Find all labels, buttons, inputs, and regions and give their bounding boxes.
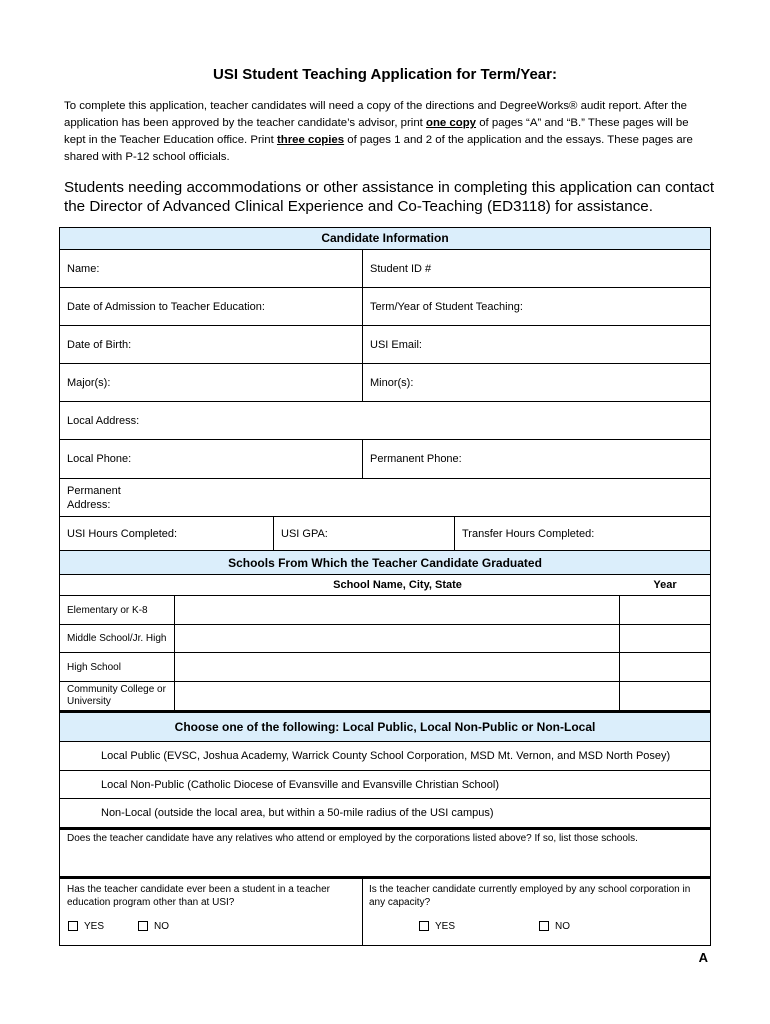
minors-field[interactable] — [362, 364, 710, 401]
transfer-hours-field[interactable] — [454, 517, 710, 550]
email-field[interactable] — [362, 326, 710, 363]
school-row-high — [60, 652, 710, 681]
middle-school-year-field[interactable] — [619, 625, 710, 652]
option-non-local[interactable] — [60, 798, 710, 827]
prior-program-question — [60, 879, 362, 945]
year-column-header — [620, 575, 710, 595]
dob-label: Date of Birth: — [67, 338, 132, 351]
schools-column-headers — [60, 574, 710, 595]
college-label — [67, 684, 166, 708]
admission-row — [60, 287, 710, 325]
elementary-school-field[interactable] — [174, 596, 620, 624]
school-level-label — [60, 682, 175, 710]
local-phone-field[interactable] — [60, 440, 363, 478]
candidate-info-header: Candidate Information — [60, 228, 710, 249]
permanent-phone-label: Permanent Phone: — [370, 453, 462, 465]
page-marker: A — [698, 950, 708, 965]
permanent-address-label-line1: Permanent — [67, 484, 121, 497]
permanent-phone-field[interactable] — [362, 440, 710, 478]
one-copy-emphasis: one copy — [426, 117, 477, 129]
usi-gpa-field[interactable] — [273, 517, 455, 550]
minors-label: Minor(s): — [370, 376, 414, 389]
phone-row — [60, 439, 710, 478]
accommodations-notice: Students needing accommodations or other assistance in completing this application can contact the Director of Advanced Clinical Experience and Co-Teaching (ED3118) for assistance. — [64, 179, 715, 215]
college-label-line2: University — [67, 696, 111, 707]
permanent-address-label — [67, 484, 121, 512]
non-local-label: Non-Local (outside the local area, but within a 50-mile radius of the USI campus) — [101, 807, 494, 819]
permanent-address-field[interactable] — [60, 479, 710, 516]
local-public-label: Local Public (EVSC, Joshua Academy, Warrick County School Corporation, MSD Mt. Vernon, and MSD North Posey) — [101, 750, 671, 762]
dob-field[interactable] — [60, 326, 363, 363]
option-local-public[interactable] — [60, 741, 710, 770]
college-year-field[interactable] — [619, 682, 710, 710]
relatives-field[interactable] — [60, 827, 710, 876]
local-address-row — [60, 401, 710, 439]
majors-field[interactable] — [60, 364, 363, 401]
usi-hours-field[interactable] — [60, 517, 274, 550]
hours-row — [60, 516, 710, 550]
middle-school-label: Middle School/Jr. High — [67, 633, 167, 644]
high-school-field[interactable] — [174, 653, 620, 681]
school-name-column-label: School Name, City, State — [333, 579, 462, 591]
prior-program-yes[interactable] — [68, 921, 104, 932]
name-field[interactable] — [60, 250, 363, 287]
local-address-label: Local Address: — [67, 414, 140, 427]
majors-label: Major(s): — [67, 376, 111, 389]
intro-text-3: of pages 1 and 2 of the application and the essays. These pages are shared with P-12 school officials. — [64, 134, 693, 163]
usi-hours-label: USI Hours Completed: — [67, 527, 178, 540]
employed-text: Is the teacher candidate currently employed by any school corporation in any capacity? — [369, 884, 691, 908]
student-id-field[interactable] — [362, 250, 710, 287]
relatives-question: Does the teacher candidate have any relatives who attend or employed by the corporations listed above? If so, list those schools. — [67, 833, 638, 844]
local-address-field[interactable] — [60, 402, 710, 439]
dob-row — [60, 325, 710, 363]
page-title: USI Student Teaching Application for Term/Year: — [213, 66, 557, 83]
school-row-college — [60, 681, 710, 710]
employed-yes[interactable] — [419, 921, 455, 932]
yes-label: YES — [84, 921, 105, 932]
permanent-address-label-line2: Address: — [67, 498, 111, 511]
college-field[interactable] — [174, 682, 620, 710]
permanent-address-row — [60, 478, 710, 516]
school-row-middle — [60, 624, 710, 652]
local-non-public-label: Local Non-Public (Catholic Diocese of Evansville and Evansville Christian School) — [101, 778, 500, 791]
local-phone-label: Local Phone: — [67, 453, 132, 465]
employed-question — [362, 879, 710, 945]
application-form — [59, 227, 711, 946]
checkbox-icon[interactable] — [68, 921, 78, 931]
no-label: NO — [555, 921, 570, 932]
intro-text-2: of pages “A” and “B.” These pages will be kept in the Teacher Education office. Print — [64, 117, 689, 146]
admission-date-field[interactable] — [60, 288, 363, 325]
intro-text-1: To complete this application, teacher candidates will need a copy of the directions and DegreeWorks® audit report. After the application has been approved by the teacher candidate’s advisor, print — [64, 100, 687, 129]
term-year-label: Term/Year of Student Teaching: — [370, 300, 523, 313]
college-label-line1: Community College or — [67, 684, 166, 695]
schools-header: Schools From Which the Teacher Candidate Graduated — [60, 550, 710, 574]
checkbox-icon[interactable] — [539, 921, 549, 931]
high-school-year-field[interactable] — [619, 653, 710, 681]
school-level-label — [60, 625, 175, 652]
elementary-year-field[interactable] — [619, 596, 710, 624]
student-id-label: Student ID # — [370, 262, 432, 275]
yes-label: YES — [435, 921, 456, 932]
usi-gpa-label: USI GPA: — [281, 527, 328, 540]
employed-no[interactable] — [539, 921, 570, 932]
transfer-hours-label: Transfer Hours Completed: — [462, 527, 595, 540]
elementary-label: Elementary or K-8 — [67, 604, 148, 616]
email-label: USI Email: — [370, 338, 422, 351]
no-label: NO — [154, 921, 169, 932]
name-label: Name: — [67, 262, 100, 275]
term-year-field[interactable] — [362, 288, 710, 325]
middle-school-field[interactable] — [174, 625, 620, 652]
prior-program-text: Has the teacher candidate ever been a student in a teacher education program other than at USI? — [67, 884, 330, 908]
school-row-elementary — [60, 595, 710, 624]
admission-date-label: Date of Admission to Teacher Education: — [67, 300, 265, 313]
prior-program-no[interactable] — [138, 921, 169, 932]
questions-row — [60, 876, 710, 945]
option-local-non-public[interactable] — [60, 770, 710, 798]
year-column-label: Year — [653, 579, 677, 591]
name-row — [60, 249, 710, 287]
checkbox-icon[interactable] — [419, 921, 429, 931]
school-name-column-header — [60, 575, 620, 595]
checkbox-icon[interactable] — [138, 921, 148, 931]
intro-paragraph — [64, 98, 704, 166]
school-level-label — [60, 596, 175, 624]
choose-header: Choose one of the following: Local Public, Local Non-Public or Non-Local — [60, 710, 710, 741]
majors-row — [60, 363, 710, 401]
three-copies-emphasis: three copies — [276, 134, 345, 146]
school-level-label — [60, 653, 175, 681]
high-school-label: High School — [67, 661, 121, 673]
